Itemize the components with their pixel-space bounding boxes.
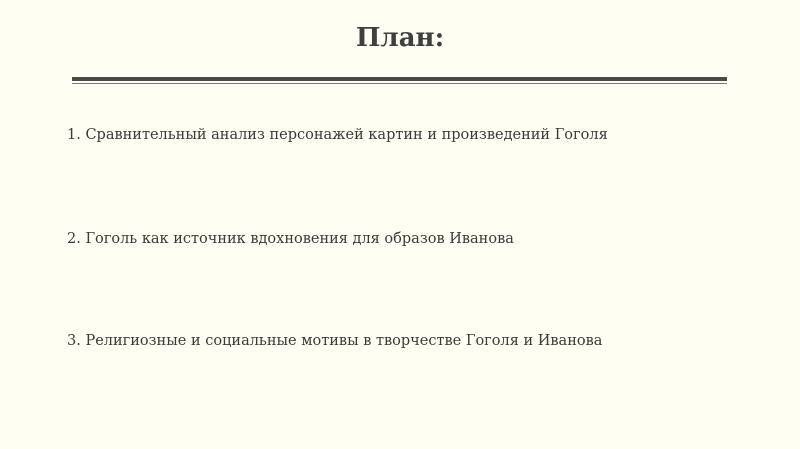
- divider-thick-line: [72, 77, 727, 81]
- plan-item-1: 1. Сравнительный анализ персонажей картин и произведений Гоголя: [67, 127, 608, 143]
- plan-item-3: 3. Религиозные и социальные мотивы в творчестве Гоголя и Иванова: [67, 333, 603, 349]
- title-divider: [72, 77, 727, 86]
- slide-title: План:: [355, 23, 445, 53]
- divider-thin-line: [72, 83, 727, 84]
- plan-item-2: 2. Гоголь как источник вдохновения для образов Иванова: [67, 231, 514, 247]
